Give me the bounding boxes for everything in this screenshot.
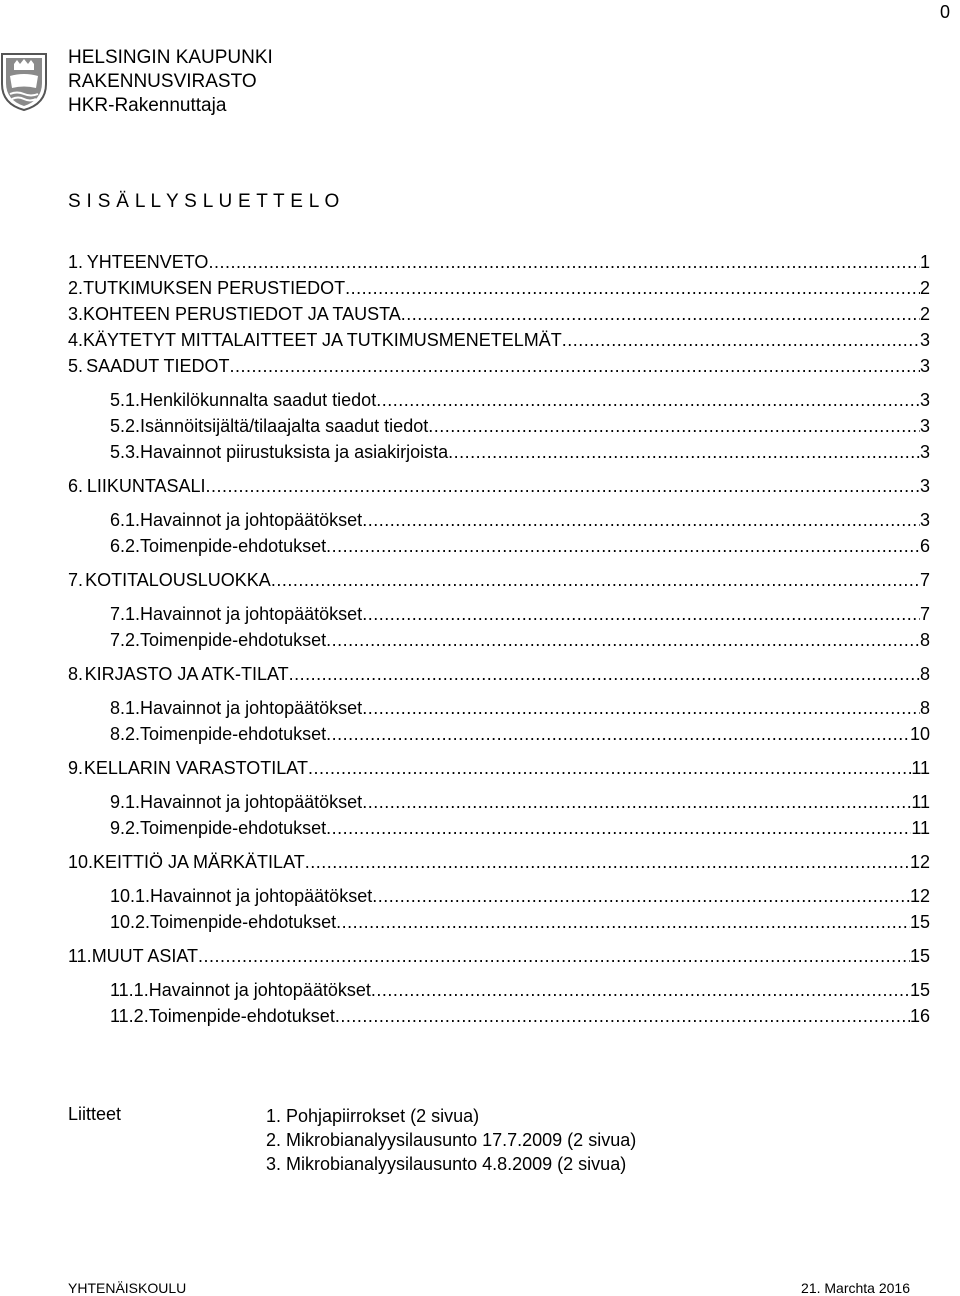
toc-entry[interactable] xyxy=(68,356,930,382)
toc-entry-label: MUUT ASIAT xyxy=(91,946,199,966)
toc-leader-dots xyxy=(428,416,920,437)
toc-entry[interactable] xyxy=(68,886,930,912)
toc-entry-number: 9. xyxy=(68,758,84,778)
toc-entry[interactable] xyxy=(68,758,930,784)
toc-entry-label: TUTKIMUKSEN PERUSTIEDOT xyxy=(83,278,346,298)
toc-entry-label: Toimenpide-ehdotukset xyxy=(148,1006,335,1026)
toc-leader-dots xyxy=(362,510,920,531)
organization-line-3: HKR-Rakennuttaja xyxy=(68,95,227,116)
toc-entry[interactable] xyxy=(68,476,930,502)
toc-entry-page: 11 xyxy=(911,758,930,778)
toc-entry-number: 10.2. xyxy=(110,912,151,932)
toc-entry-page: 15 xyxy=(909,912,930,932)
toc-leader-dots xyxy=(562,330,920,351)
toc-entry-label: Havainnot ja johtopäätökset xyxy=(140,698,363,718)
toc-entry[interactable] xyxy=(68,252,930,278)
toc-entry-label: Havainnot ja johtopäätökset xyxy=(140,792,363,812)
toc-entry[interactable] xyxy=(68,818,930,844)
toc-leader-dots xyxy=(305,852,910,873)
toc-leader-dots xyxy=(376,390,920,411)
toc-entry-number: 4. xyxy=(68,330,84,350)
toc-leader-dots xyxy=(371,980,910,1001)
table-of-contents xyxy=(68,252,930,1032)
toc-entry-label: Havainnot piirustuksista ja asiakirjoista xyxy=(140,442,449,462)
toc-entry-number: 5.3. xyxy=(110,442,141,462)
toc-entry-label: KELLARIN VARASTOTILAT xyxy=(83,758,308,778)
toc-leader-dots xyxy=(362,792,911,813)
toc-entry[interactable] xyxy=(68,912,930,938)
appendix-item: 3. Mikrobianalyysilausunto 4.8.2009 (2 sivua) xyxy=(266,1154,627,1174)
footer-right: 21. Marchta 2016 xyxy=(801,1280,910,1296)
toc-entry-page: 15 xyxy=(909,946,930,966)
toc-entry-label: KÄYTETYT MITTALAITTEET JA TUTKIMUSMENETELMÄT xyxy=(83,330,562,350)
toc-entry[interactable] xyxy=(68,330,930,356)
toc-entry-page: 1 xyxy=(919,252,930,272)
toc-entry-page: 3 xyxy=(919,390,930,410)
toc-leader-dots xyxy=(448,442,920,463)
toc-entry-number: 7.2. xyxy=(110,630,141,650)
page-number: 0 xyxy=(939,2,950,22)
toc-entry[interactable] xyxy=(68,390,930,416)
toc-leader-dots xyxy=(198,946,910,967)
toc-entry-label: KOHTEEN PERUSTIEDOT JA TAUSTA xyxy=(83,304,401,324)
toc-entry-page: 11 xyxy=(911,792,930,812)
toc-entry-number: 7. xyxy=(68,570,84,590)
toc-entry-page: 2 xyxy=(919,278,930,298)
toc-entry-page: 12 xyxy=(909,886,930,906)
toc-leader-dots xyxy=(326,724,910,745)
toc-entry-number: 11. xyxy=(68,946,92,966)
toc-leader-dots xyxy=(335,1006,910,1027)
toc-entry-number: 2. xyxy=(68,278,84,298)
toc-entry-number: 6.2. xyxy=(110,536,141,556)
toc-entry-page: 3 xyxy=(919,330,930,350)
toc-entry-page: 7 xyxy=(919,570,930,590)
toc-entry-page: 15 xyxy=(909,980,930,1000)
toc-entry-label: Isännöitsijältä/tilaajalta saadut tiedot xyxy=(140,416,429,436)
toc-entry-number: 11.1. xyxy=(110,980,149,1000)
toc-entry[interactable] xyxy=(68,792,930,818)
toc-entry-label: Havainnot ja johtopäätökset xyxy=(148,980,371,1000)
toc-entry-number: 5. xyxy=(68,356,84,376)
toc-entry[interactable] xyxy=(68,664,930,690)
toc-entry[interactable] xyxy=(68,304,930,330)
toc-entry-label: Toimenpide-ehdotukset xyxy=(140,630,327,650)
toc-entry-number: 9.2. xyxy=(110,818,141,838)
toc-entry[interactable] xyxy=(68,536,930,562)
toc-leader-dots xyxy=(362,698,920,719)
helsinki-crest-logo xyxy=(0,50,48,112)
toc-entry[interactable] xyxy=(68,1006,930,1032)
toc-entry-page: 8 xyxy=(919,630,930,650)
appendices-list xyxy=(266,1104,636,1176)
toc-entry-number: 9.1. xyxy=(110,792,141,812)
toc-entry-page: 12 xyxy=(909,852,930,872)
toc-entry[interactable] xyxy=(68,980,930,1006)
toc-leader-dots xyxy=(326,818,911,839)
organization-line-2: RAKENNUSVIRASTO xyxy=(68,71,257,92)
toc-entry[interactable] xyxy=(68,698,930,724)
toc-entry[interactable] xyxy=(68,724,930,750)
toc-entry-page: 3 xyxy=(919,356,930,376)
toc-entry-page: 3 xyxy=(919,476,930,496)
toc-entry-label: KIRJASTO JA ATK-TILAT xyxy=(84,664,289,684)
organization-line-1: HELSINGIN KAUPUNKI xyxy=(68,47,273,68)
toc-entry-number: 1. xyxy=(68,252,84,272)
toc-entry-page: 11 xyxy=(911,818,930,838)
appendix-item: 1. Pohjapiirrokset (2 sivua) xyxy=(266,1106,480,1126)
toc-entry-number: 5.1. xyxy=(110,390,141,410)
toc-entry-label: Toimenpide-ehdotukset xyxy=(150,912,337,932)
toc-entry-number: 8.2. xyxy=(110,724,141,744)
toc-entry-number: 6.1. xyxy=(110,510,141,530)
toc-entry-number: 6. xyxy=(68,476,84,496)
organization-header xyxy=(68,46,273,118)
toc-entry-label: Toimenpide-ehdotukset xyxy=(140,818,327,838)
toc-entry-label: Toimenpide-ehdotukset xyxy=(140,724,327,744)
toc-entry[interactable] xyxy=(68,570,930,596)
toc-entry-label: SAADUT TIEDOT xyxy=(86,356,230,376)
toc-entry[interactable] xyxy=(68,604,930,630)
toc-entry-number: 5.2. xyxy=(110,416,141,436)
appendices-label: Liitteet xyxy=(68,1104,122,1124)
toc-entry-page: 8 xyxy=(919,664,930,684)
toc-entry-number: 10.1. xyxy=(110,886,151,906)
toc-leader-dots xyxy=(206,476,920,497)
toc-entry-label: KOTITALOUSLUOKKA xyxy=(85,570,271,590)
toc-leader-dots xyxy=(208,252,920,273)
toc-entry-label: Henkilökunnalta saadut tiedot xyxy=(140,390,377,410)
toc-leader-dots xyxy=(289,664,920,685)
toc-entry-label: Havainnot ja johtopäätökset xyxy=(140,604,363,624)
toc-entry[interactable] xyxy=(68,442,930,468)
toc-entry-label: Toimenpide-ehdotukset xyxy=(140,536,327,556)
toc-entry[interactable] xyxy=(68,630,930,656)
footer-left: YHTENÄISKOULU xyxy=(68,1280,187,1296)
toc-entry[interactable] xyxy=(68,510,930,536)
toc-entry-number: 3. xyxy=(68,304,84,324)
toc-entry-page: 2 xyxy=(919,304,930,324)
toc-leader-dots xyxy=(326,630,920,651)
toc-entry-number: 8.1. xyxy=(110,698,141,718)
toc-leader-dots xyxy=(362,604,920,625)
toc-entry-page: 10 xyxy=(909,724,930,744)
toc-entry-number: 11.2. xyxy=(110,1006,149,1026)
toc-title: S I S Ä L L Y S L U E T T E L O xyxy=(68,191,340,212)
toc-leader-dots xyxy=(401,304,920,325)
toc-entry-label: LIIKUNTASALI xyxy=(86,476,206,496)
toc-entry-label: Havainnot ja johtopäätökset xyxy=(150,886,373,906)
toc-leader-dots xyxy=(308,758,911,779)
toc-entry-label: KEITTIÖ JA MÄRKÄTILAT xyxy=(93,852,305,872)
toc-entry-number: 8. xyxy=(68,664,84,684)
toc-entry-label: YHTEENVETO xyxy=(86,252,209,272)
toc-leader-dots xyxy=(230,356,920,377)
toc-entry-page: 6 xyxy=(919,536,930,556)
toc-leader-dots xyxy=(326,536,920,557)
toc-entry[interactable] xyxy=(68,416,930,442)
toc-leader-dots xyxy=(271,570,920,591)
toc-entry-page: 7 xyxy=(919,604,930,624)
toc-entry-page: 3 xyxy=(919,510,930,530)
toc-entry-page: 8 xyxy=(919,698,930,718)
appendix-item: 2. Mikrobianalyysilausunto 17.7.2009 (2 sivua) xyxy=(266,1130,637,1150)
toc-leader-dots xyxy=(345,278,920,299)
toc-entry-page: 3 xyxy=(919,416,930,436)
toc-entry-number: 10. xyxy=(68,852,94,872)
toc-entry-label: Havainnot ja johtopäätökset xyxy=(140,510,363,530)
toc-entry-page: 16 xyxy=(909,1006,930,1026)
toc-entry-page: 3 xyxy=(919,442,930,462)
toc-entry[interactable] xyxy=(68,946,930,972)
toc-entry[interactable] xyxy=(68,852,930,878)
toc-leader-dots xyxy=(372,886,910,907)
toc-entry-number: 7.1. xyxy=(110,604,141,624)
toc-leader-dots xyxy=(336,912,910,933)
toc-entry[interactable] xyxy=(68,278,930,304)
